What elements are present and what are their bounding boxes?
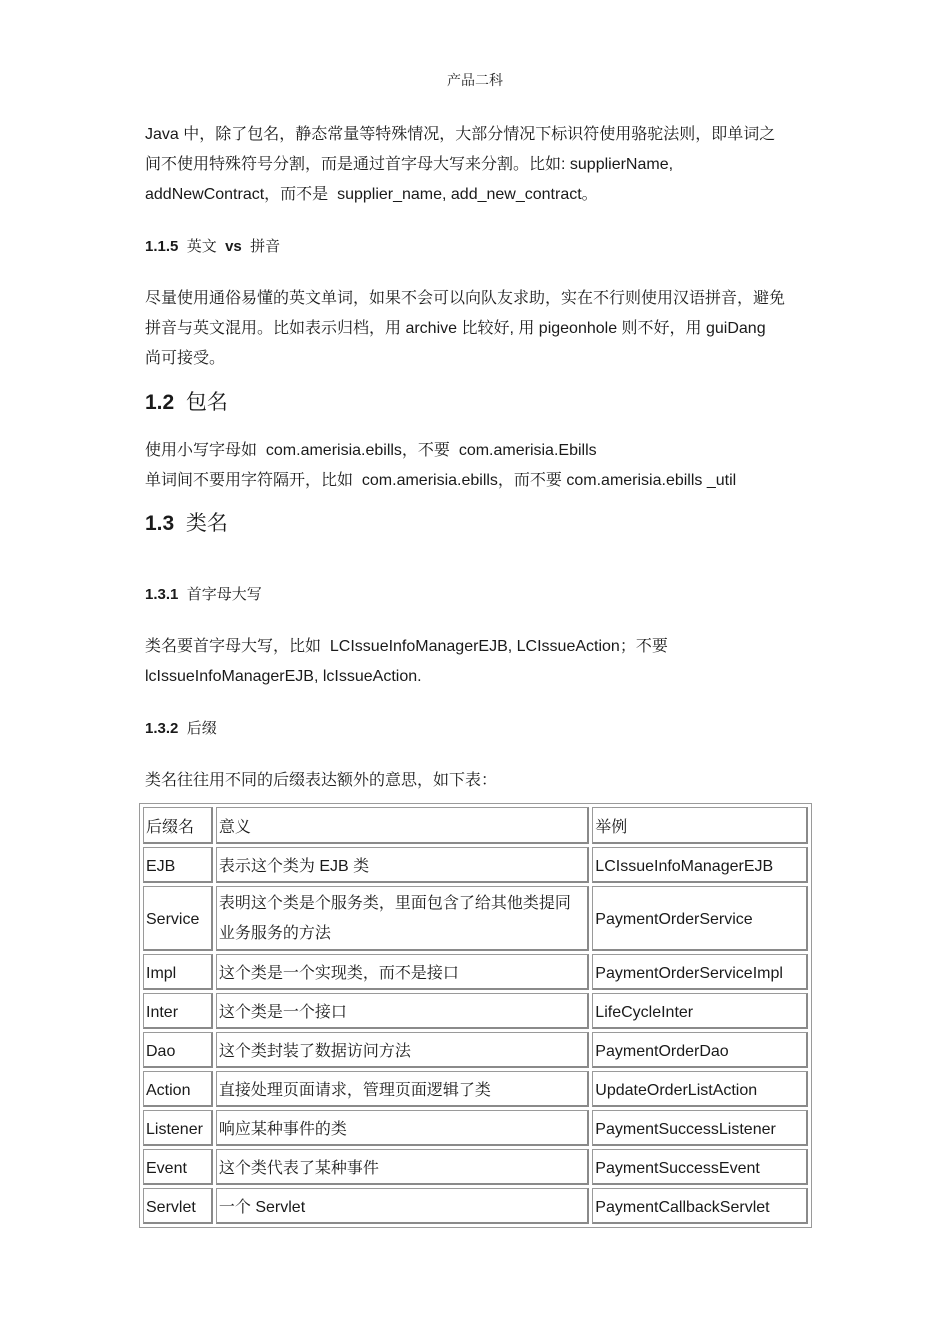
cell-example: PaymentOrderDao — [592, 1032, 808, 1068]
header-cell-suffix: 后缀名 — [143, 807, 213, 844]
cell-meaning: 一个 Servlet — [216, 1188, 589, 1224]
heading-vs: vs — [225, 238, 242, 255]
cell-meaning: 这个类是一个实现类，而不是接口 — [216, 954, 589, 990]
cell-suffix: Servlet — [143, 1188, 213, 1224]
section-1-3-1-heading — [145, 585, 815, 605]
cell-example: PaymentCallbackServlet — [592, 1188, 808, 1224]
cell-suffix: EJB — [143, 847, 213, 883]
cell-example: PaymentOrderServiceImpl — [592, 954, 808, 990]
header-cell-meaning: 意义 — [216, 807, 589, 844]
cell-suffix: Listener — [143, 1110, 213, 1146]
table-row — [143, 886, 808, 951]
heading-part-1: 英文 — [186, 238, 217, 255]
section-number: 1.2 — [145, 391, 175, 414]
cell-meaning: 这个类是一个接口 — [216, 993, 589, 1029]
table-header-row — [143, 807, 808, 844]
intro-line-3: addNewContract，而不是 supplier_name, add_new_contract。 — [145, 186, 598, 203]
section-number: 1.3 — [145, 512, 175, 535]
cell-example: PaymentOrderService — [592, 886, 808, 951]
cell-suffix: Inter — [143, 993, 213, 1029]
section-1-3-2-paragraph — [145, 766, 815, 796]
table-row — [143, 1149, 808, 1185]
cell-suffix: Impl — [143, 954, 213, 990]
cell-meaning: 响应某种事件的类 — [216, 1110, 589, 1146]
page-header: 产品二科 — [447, 72, 503, 88]
cell-suffix: Service — [143, 886, 213, 951]
cell-meaning: 表示这个类为 EJB 类 — [216, 847, 589, 883]
section-1-2-heading — [145, 390, 815, 416]
cell-example: PaymentSuccessListener — [592, 1110, 808, 1146]
table-row — [143, 993, 808, 1029]
section-title: 包名 — [185, 391, 228, 414]
cell-meaning: 直接处理页面请求，管理页面逻辑了类 — [216, 1071, 589, 1107]
section-title: 类名 — [185, 512, 228, 535]
table-row — [143, 1110, 808, 1146]
s12-line-1: 使用小写字母如 com.amerisia.ebills，不要 com.amerisia.Ebills — [145, 442, 597, 459]
s131-line-1: 类名要首字母大写，比如 LCIssueInfoManagerEJB, LCIssueAction；不要 — [145, 638, 668, 655]
cell-example: LCIssueInfoManagerEJB — [592, 847, 808, 883]
section-1-1-5-heading — [145, 237, 815, 257]
intro-paragraph — [145, 120, 815, 210]
section-number: 1.3.1 — [145, 586, 179, 603]
cell-suffix: Action — [143, 1071, 213, 1107]
cell-meaning: 表明这个类是个服务类，里面包含了给其他类提同业务服务的方法 — [216, 886, 589, 951]
section-number: 1.3.2 — [145, 720, 179, 737]
s132-line-1: 类名往往用不同的后缀表达额外的意思，如下表： — [145, 772, 498, 789]
suffix-table — [139, 803, 812, 1228]
cell-example: PaymentSuccessEvent — [592, 1149, 808, 1185]
header-cell-example: 举例 — [592, 807, 808, 844]
table-row — [143, 954, 808, 990]
table-row — [143, 1032, 808, 1068]
cell-meaning: 这个类封装了数据访问方法 — [216, 1032, 589, 1068]
section-1-3-1-paragraph — [145, 632, 815, 692]
intro-line-1: Java 中，除了包名，静态常量等特殊情况，大部分情况下标识符使用骆驼法则，即单词之 — [145, 126, 776, 143]
section-1-1-5-paragraph — [145, 284, 815, 374]
section-title: 首字母大写 — [186, 586, 262, 603]
cell-example: UpdateOrderListAction — [592, 1071, 808, 1107]
table-row — [143, 847, 808, 883]
cell-suffix: Dao — [143, 1032, 213, 1068]
heading-part-2: 拼音 — [250, 238, 281, 255]
section-title: 后缀 — [186, 720, 217, 737]
cell-meaning: 这个类代表了某种事件 — [216, 1149, 589, 1185]
section-1-3-heading — [145, 511, 815, 537]
section-number: 1.1.5 — [145, 238, 179, 255]
s115-line-2: 拼音与英文混用。比如表示归档，用 archive 比较好, 用 pigeonhole 则不好，用 guiDang — [145, 320, 766, 337]
cell-suffix: Event — [143, 1149, 213, 1185]
section-1-2-paragraph — [145, 436, 815, 496]
cell-example: LifeCycleInter — [592, 993, 808, 1029]
intro-line-2: 间不使用特殊符号分割，而是通过首字母大写来分割。比如: supplierName, — [145, 156, 674, 173]
s115-line-1: 尽量使用通俗易懂的英文单词，如果不会可以向队友求助，实在不行则使用汉语拼音，避免 — [145, 290, 786, 307]
s115-line-3: 尚可接受。 — [145, 350, 226, 367]
section-1-3-2-heading — [145, 719, 815, 739]
table-row — [143, 1188, 808, 1224]
table-row — [143, 1071, 808, 1107]
s131-line-2: lcIssueInfoManagerEJB, lcIssueAction. — [145, 668, 422, 685]
s12-line-2: 单词间不要用字符隔开，比如 com.amerisia.ebills，而不要 com.amerisia.ebills _util — [145, 472, 737, 489]
